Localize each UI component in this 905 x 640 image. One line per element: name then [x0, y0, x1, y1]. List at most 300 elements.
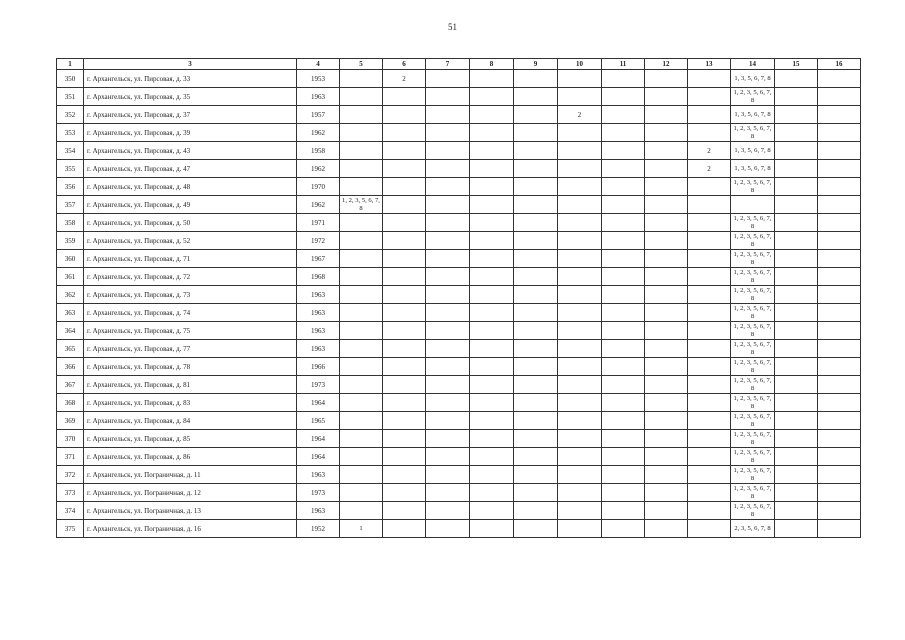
- cell-col-14: 1, 2, 3, 5, 6, 7, 8: [731, 268, 775, 286]
- cell-col-12: [645, 286, 688, 304]
- address-cell: г. Архангельск, ул. Пирсовая, д. 86: [84, 448, 297, 466]
- cell-col-13: [688, 466, 731, 484]
- cell-col-7: [426, 178, 470, 196]
- cell-col-15: [775, 70, 818, 88]
- cell-col-5: [340, 214, 383, 232]
- cell-col-12: [645, 520, 688, 538]
- year-cell: 1963: [297, 502, 340, 520]
- cell-col-15: [775, 484, 818, 502]
- year-cell: 1962: [297, 124, 340, 142]
- cell-col-11: [602, 250, 645, 268]
- cell-col-9: [514, 430, 558, 448]
- cell-col-14: 1, 2, 3, 5, 6, 7, 8: [731, 394, 775, 412]
- cell-col-6: [383, 358, 426, 376]
- cell-col-11: [602, 520, 645, 538]
- cell-col-6: [383, 340, 426, 358]
- cell-col-14: 1, 2, 3, 5, 6, 7, 8: [731, 304, 775, 322]
- row-number-cell: 362: [57, 286, 84, 304]
- cell-col-5: [340, 430, 383, 448]
- cell-col-12: [645, 178, 688, 196]
- page-number: 51: [448, 22, 457, 32]
- row-number-cell: 358: [57, 214, 84, 232]
- cell-col-12: [645, 106, 688, 124]
- address-cell: г. Архангельск, ул. Пограничная, д. 12: [84, 484, 297, 502]
- cell-col-10: [558, 502, 602, 520]
- cell-col-13: [688, 70, 731, 88]
- row-number-cell: 350: [57, 70, 84, 88]
- register-table: [56, 58, 861, 538]
- cell-col-14: 1, 2, 3, 5, 6, 7, 8: [731, 88, 775, 106]
- cell-col-16: [818, 520, 861, 538]
- cell-col-7: [426, 196, 470, 214]
- cell-col-10: [558, 322, 602, 340]
- cell-col-5: [340, 502, 383, 520]
- cell-col-7: [426, 466, 470, 484]
- cell-col-13: [688, 286, 731, 304]
- cell-col-6: [383, 214, 426, 232]
- row-number-cell: 352: [57, 106, 84, 124]
- cell-col-15: [775, 394, 818, 412]
- cell-col-16: [818, 394, 861, 412]
- cell-col-8: [470, 412, 514, 430]
- column-header: 13: [688, 59, 731, 70]
- cell-col-10: [558, 124, 602, 142]
- cell-col-15: [775, 214, 818, 232]
- cell-col-7: [426, 250, 470, 268]
- table-row: [57, 178, 861, 196]
- row-number-cell: 367: [57, 376, 84, 394]
- cell-col-14: 1, 2, 3, 5, 6, 7, 8: [731, 286, 775, 304]
- cell-col-10: [558, 160, 602, 178]
- cell-col-11: [602, 232, 645, 250]
- cell-col-13: [688, 268, 731, 286]
- cell-col-15: [775, 106, 818, 124]
- row-number-cell: 374: [57, 502, 84, 520]
- address-cell: г. Архангельск, ул. Пирсовая, д. 47: [84, 160, 297, 178]
- cell-col-15: [775, 322, 818, 340]
- cell-col-12: [645, 142, 688, 160]
- cell-col-15: [775, 196, 818, 214]
- cell-col-8: [470, 430, 514, 448]
- cell-col-16: [818, 88, 861, 106]
- cell-col-15: [775, 142, 818, 160]
- address-cell: г. Архангельск, ул. Пирсовая, д. 73: [84, 286, 297, 304]
- cell-col-10: [558, 394, 602, 412]
- row-number-cell: 364: [57, 322, 84, 340]
- column-header: 12: [645, 59, 688, 70]
- cell-col-8: [470, 178, 514, 196]
- table-row: [57, 430, 861, 448]
- cell-col-12: [645, 322, 688, 340]
- cell-col-7: [426, 448, 470, 466]
- cell-col-12: [645, 340, 688, 358]
- cell-col-13: [688, 412, 731, 430]
- address-cell: г. Архангельск, ул. Пирсовая, д. 83: [84, 394, 297, 412]
- cell-col-11: [602, 178, 645, 196]
- cell-col-15: [775, 520, 818, 538]
- address-cell: г. Архангельск, ул. Пирсовая, д. 84: [84, 412, 297, 430]
- cell-col-11: [602, 448, 645, 466]
- year-cell: 1963: [297, 340, 340, 358]
- cell-col-5: [340, 448, 383, 466]
- row-number-cell: 373: [57, 484, 84, 502]
- cell-col-16: [818, 358, 861, 376]
- table-row: [57, 268, 861, 286]
- cell-col-5: 1, 2, 3, 5, 6, 7, 8: [340, 196, 383, 214]
- cell-col-11: [602, 358, 645, 376]
- cell-col-13: [688, 376, 731, 394]
- cell-col-7: [426, 142, 470, 160]
- cell-col-6: [383, 304, 426, 322]
- year-cell: 1968: [297, 268, 340, 286]
- cell-col-9: [514, 124, 558, 142]
- cell-col-16: [818, 124, 861, 142]
- cell-col-5: 1: [340, 520, 383, 538]
- cell-col-16: [818, 106, 861, 124]
- address-cell: г. Архангельск, ул. Пирсовая, д. 37: [84, 106, 297, 124]
- cell-col-6: [383, 448, 426, 466]
- cell-col-8: [470, 268, 514, 286]
- cell-col-14: 1, 2, 3, 5, 6, 7, 8: [731, 250, 775, 268]
- cell-col-9: [514, 358, 558, 376]
- column-header: 4: [297, 59, 340, 70]
- table-row: [57, 142, 861, 160]
- cell-col-5: [340, 466, 383, 484]
- cell-col-7: [426, 160, 470, 178]
- address-cell: г. Архангельск, ул. Пирсовая, д. 49: [84, 196, 297, 214]
- cell-col-10: [558, 466, 602, 484]
- table-row: [57, 160, 861, 178]
- cell-col-14: 1, 2, 3, 5, 6, 7, 8: [731, 466, 775, 484]
- cell-col-11: [602, 214, 645, 232]
- cell-col-16: [818, 322, 861, 340]
- cell-col-15: [775, 412, 818, 430]
- cell-col-6: [383, 376, 426, 394]
- cell-col-6: [383, 250, 426, 268]
- row-number-cell: 375: [57, 520, 84, 538]
- cell-col-8: [470, 466, 514, 484]
- cell-col-7: [426, 232, 470, 250]
- address-cell: г. Архангельск, ул. Пограничная, д. 13: [84, 502, 297, 520]
- table-row: [57, 232, 861, 250]
- cell-col-14: 1, 2, 3, 5, 6, 7, 8: [731, 178, 775, 196]
- cell-col-6: [383, 196, 426, 214]
- year-cell: 1962: [297, 196, 340, 214]
- cell-col-14: 2, 3, 5, 6, 7, 8: [731, 520, 775, 538]
- cell-col-13: [688, 88, 731, 106]
- cell-col-5: [340, 178, 383, 196]
- cell-col-12: [645, 430, 688, 448]
- cell-col-9: [514, 196, 558, 214]
- cell-col-8: [470, 196, 514, 214]
- cell-col-7: [426, 340, 470, 358]
- cell-col-13: [688, 430, 731, 448]
- column-header: 7: [426, 59, 470, 70]
- cell-col-16: [818, 376, 861, 394]
- cell-col-10: [558, 232, 602, 250]
- cell-col-8: [470, 232, 514, 250]
- cell-col-16: [818, 304, 861, 322]
- cell-col-12: [645, 394, 688, 412]
- cell-col-13: 2: [688, 142, 731, 160]
- cell-col-5: [340, 268, 383, 286]
- cell-col-10: [558, 178, 602, 196]
- cell-col-8: [470, 322, 514, 340]
- cell-col-11: [602, 124, 645, 142]
- cell-col-14: 1, 2, 3, 5, 6, 7, 8: [731, 412, 775, 430]
- cell-col-10: [558, 430, 602, 448]
- cell-col-8: [470, 358, 514, 376]
- cell-col-11: [602, 196, 645, 214]
- cell-col-11: [602, 142, 645, 160]
- cell-col-6: [383, 502, 426, 520]
- row-number-cell: 366: [57, 358, 84, 376]
- year-cell: 1952: [297, 520, 340, 538]
- address-cell: г. Архангельск, ул. Пирсовая, д. 81: [84, 376, 297, 394]
- cell-col-5: [340, 232, 383, 250]
- cell-col-12: [645, 484, 688, 502]
- cell-col-5: [340, 286, 383, 304]
- cell-col-14: 1, 2, 3, 5, 6, 7, 8: [731, 448, 775, 466]
- cell-col-6: [383, 466, 426, 484]
- cell-col-9: [514, 376, 558, 394]
- year-cell: 1963: [297, 322, 340, 340]
- table-row: [57, 520, 861, 538]
- address-cell: г. Архангельск, ул. Пирсовая, д. 50: [84, 214, 297, 232]
- cell-col-13: [688, 304, 731, 322]
- cell-col-5: [340, 88, 383, 106]
- cell-col-13: [688, 232, 731, 250]
- cell-col-15: [775, 268, 818, 286]
- column-header: 6: [383, 59, 426, 70]
- address-cell: г. Архангельск, ул. Пирсовая, д. 78: [84, 358, 297, 376]
- cell-col-6: [383, 268, 426, 286]
- cell-col-7: [426, 286, 470, 304]
- cell-col-5: [340, 160, 383, 178]
- cell-col-16: [818, 250, 861, 268]
- year-cell: 1957: [297, 106, 340, 124]
- cell-col-5: [340, 376, 383, 394]
- cell-col-14: 1, 2, 3, 5, 6, 7, 8: [731, 376, 775, 394]
- cell-col-12: [645, 412, 688, 430]
- cell-col-16: [818, 232, 861, 250]
- cell-col-6: 2: [383, 70, 426, 88]
- year-cell: 1965: [297, 412, 340, 430]
- cell-col-6: [383, 286, 426, 304]
- cell-col-13: [688, 322, 731, 340]
- cell-col-9: [514, 160, 558, 178]
- cell-col-12: [645, 88, 688, 106]
- cell-col-7: [426, 412, 470, 430]
- row-number-cell: 370: [57, 430, 84, 448]
- cell-col-7: [426, 502, 470, 520]
- cell-col-9: [514, 142, 558, 160]
- cell-col-16: [818, 502, 861, 520]
- cell-col-5: [340, 394, 383, 412]
- cell-col-14: 1, 2, 3, 5, 6, 7, 8: [731, 358, 775, 376]
- table-row: [57, 106, 861, 124]
- cell-col-16: [818, 70, 861, 88]
- address-cell: г. Архангельск, ул. Пирсовая, д. 43: [84, 142, 297, 160]
- cell-col-6: [383, 124, 426, 142]
- cell-col-15: [775, 124, 818, 142]
- table-row: [57, 394, 861, 412]
- row-number-cell: 365: [57, 340, 84, 358]
- cell-col-13: [688, 250, 731, 268]
- cell-col-9: [514, 232, 558, 250]
- cell-col-10: [558, 484, 602, 502]
- column-header: 14: [731, 59, 775, 70]
- cell-col-7: [426, 484, 470, 502]
- cell-col-13: [688, 448, 731, 466]
- address-cell: г. Архангельск, ул. Пирсовая, д. 71: [84, 250, 297, 268]
- cell-col-6: [383, 520, 426, 538]
- table-row: [57, 196, 861, 214]
- cell-col-9: [514, 178, 558, 196]
- cell-col-13: [688, 394, 731, 412]
- cell-col-12: [645, 268, 688, 286]
- row-number-cell: 361: [57, 268, 84, 286]
- table-row: [57, 70, 861, 88]
- cell-col-5: [340, 322, 383, 340]
- cell-col-9: [514, 466, 558, 484]
- cell-col-14: 1, 2, 3, 5, 6, 7, 8: [731, 322, 775, 340]
- cell-col-5: [340, 340, 383, 358]
- row-number-cell: 368: [57, 394, 84, 412]
- cell-col-6: [383, 430, 426, 448]
- cell-col-6: [383, 160, 426, 178]
- table-row: [57, 448, 861, 466]
- cell-col-7: [426, 88, 470, 106]
- cell-col-8: [470, 340, 514, 358]
- cell-col-14: 1, 2, 3, 5, 6, 7, 8: [731, 430, 775, 448]
- cell-col-11: [602, 412, 645, 430]
- cell-col-7: [426, 430, 470, 448]
- cell-col-13: [688, 214, 731, 232]
- cell-col-5: [340, 412, 383, 430]
- cell-col-15: [775, 304, 818, 322]
- cell-col-12: [645, 502, 688, 520]
- column-header: 9: [514, 59, 558, 70]
- cell-col-5: [340, 106, 383, 124]
- year-cell: 1967: [297, 250, 340, 268]
- cell-col-10: [558, 340, 602, 358]
- cell-col-14: [731, 196, 775, 214]
- column-header: 16: [818, 59, 861, 70]
- cell-col-9: [514, 70, 558, 88]
- row-number-cell: 360: [57, 250, 84, 268]
- address-cell: г. Архангельск, ул. Пирсовая, д. 75: [84, 322, 297, 340]
- cell-col-5: [340, 304, 383, 322]
- row-number-cell: 372: [57, 466, 84, 484]
- row-number-cell: 371: [57, 448, 84, 466]
- cell-col-12: [645, 304, 688, 322]
- table-row: [57, 124, 861, 142]
- table-row: [57, 286, 861, 304]
- cell-col-10: [558, 268, 602, 286]
- cell-col-14: 1, 2, 3, 5, 6, 7, 8: [731, 484, 775, 502]
- cell-col-12: [645, 358, 688, 376]
- cell-col-15: [775, 340, 818, 358]
- cell-col-8: [470, 106, 514, 124]
- cell-col-8: [470, 376, 514, 394]
- cell-col-6: [383, 88, 426, 106]
- cell-col-14: 1, 2, 3, 5, 6, 7, 8: [731, 214, 775, 232]
- cell-col-5: [340, 358, 383, 376]
- year-cell: 1953: [297, 70, 340, 88]
- cell-col-15: [775, 376, 818, 394]
- year-cell: 1958: [297, 142, 340, 160]
- cell-col-13: [688, 358, 731, 376]
- cell-col-12: [645, 160, 688, 178]
- table-row: [57, 340, 861, 358]
- cell-col-15: [775, 88, 818, 106]
- cell-col-15: [775, 448, 818, 466]
- table-row: [57, 376, 861, 394]
- cell-col-11: [602, 322, 645, 340]
- cell-col-14: 1, 2, 3, 5, 6, 7, 8: [731, 502, 775, 520]
- cell-col-9: [514, 484, 558, 502]
- cell-col-13: [688, 340, 731, 358]
- address-cell: г. Архангельск, ул. Пограничная, д. 16: [84, 520, 297, 538]
- row-number-cell: 353: [57, 124, 84, 142]
- table-header-row: [57, 59, 861, 70]
- cell-col-12: [645, 196, 688, 214]
- cell-col-8: [470, 502, 514, 520]
- cell-col-9: [514, 502, 558, 520]
- year-cell: 1966: [297, 358, 340, 376]
- cell-col-9: [514, 394, 558, 412]
- cell-col-8: [470, 160, 514, 178]
- cell-col-13: [688, 178, 731, 196]
- cell-col-15: [775, 232, 818, 250]
- cell-col-16: [818, 196, 861, 214]
- cell-col-13: [688, 196, 731, 214]
- cell-col-10: [558, 196, 602, 214]
- cell-col-11: [602, 88, 645, 106]
- cell-col-10: [558, 70, 602, 88]
- cell-col-8: [470, 520, 514, 538]
- cell-col-5: [340, 250, 383, 268]
- column-header: 15: [775, 59, 818, 70]
- table-row: [57, 214, 861, 232]
- cell-col-7: [426, 376, 470, 394]
- table-row: [57, 250, 861, 268]
- cell-col-7: [426, 358, 470, 376]
- cell-col-15: [775, 160, 818, 178]
- cell-col-13: [688, 520, 731, 538]
- cell-col-9: [514, 250, 558, 268]
- cell-col-8: [470, 124, 514, 142]
- cell-col-6: [383, 142, 426, 160]
- column-header: 11: [602, 59, 645, 70]
- cell-col-12: [645, 70, 688, 88]
- cell-col-16: [818, 160, 861, 178]
- cell-col-14: 1, 3, 5, 6, 7, 8: [731, 160, 775, 178]
- cell-col-11: [602, 340, 645, 358]
- cell-col-7: [426, 214, 470, 232]
- cell-col-12: [645, 250, 688, 268]
- cell-col-15: [775, 502, 818, 520]
- cell-col-16: [818, 340, 861, 358]
- table-row: [57, 412, 861, 430]
- row-number-cell: 356: [57, 178, 84, 196]
- row-number-cell: 351: [57, 88, 84, 106]
- cell-col-9: [514, 322, 558, 340]
- cell-col-9: [514, 286, 558, 304]
- address-cell: г. Архангельск, ул. Пирсовая, д. 77: [84, 340, 297, 358]
- cell-col-16: [818, 286, 861, 304]
